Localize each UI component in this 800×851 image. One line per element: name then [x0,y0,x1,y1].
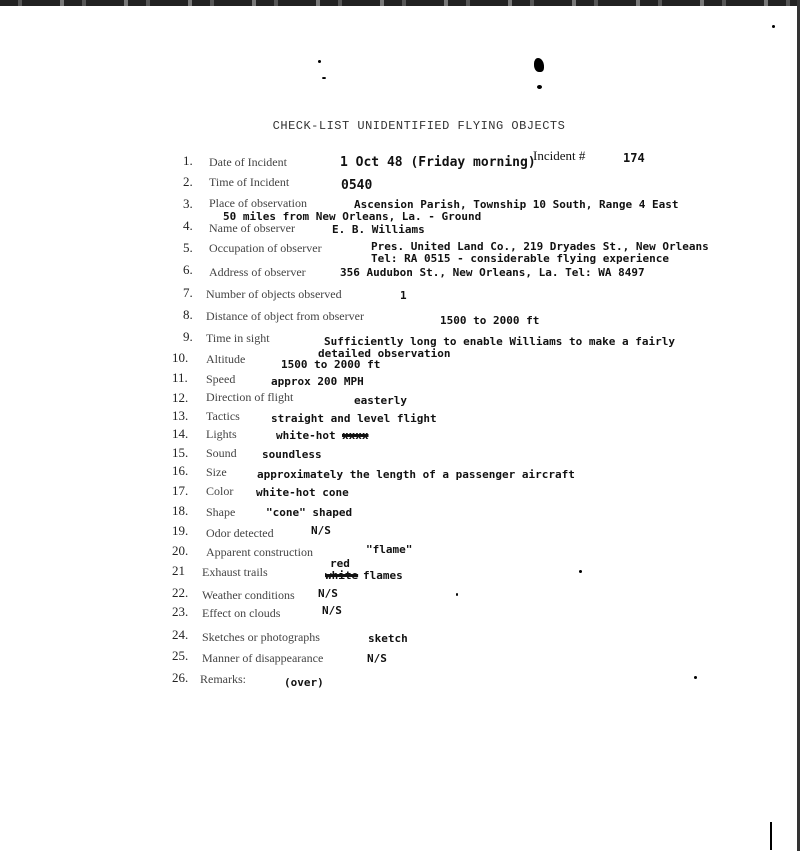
item-number: 26. [172,670,189,685]
item-value: easterly [354,394,407,407]
incident-number: 174 [623,151,645,165]
item-label: Odor detected [206,526,274,540]
item-value: sketch [368,632,408,645]
item-value-line2: detailed observation [318,347,451,360]
incident-label: Incident # [533,148,586,163]
item-value: N/S [311,524,331,537]
item-value: straight and level flight [271,412,437,425]
item-number: 22. [172,585,189,600]
item-number: 8. [183,307,193,322]
item-value: "flame" [366,543,413,556]
item-number: 15. [172,445,189,460]
item-value: soundless [262,448,322,461]
inserted-text: red [330,557,350,570]
item-value: N/S [367,652,387,665]
item-value: (over) [284,676,324,689]
item-number: 23. [172,604,189,619]
item-number: 5. [183,240,193,255]
item-value: 1500 to 2000 ft [281,358,381,371]
item-label: Place of observation [209,196,307,210]
item-number: 12. [172,390,189,405]
form-title: CHECK-LIST UNIDENTIFIED FLYING OBJECTS [272,119,566,133]
item-number: 10. [172,350,189,365]
item-number: 19. [172,523,189,538]
item-number: 3. [183,196,193,211]
item-label: Apparent construction [206,545,313,559]
item-label: Time in sight [206,331,270,345]
item-value: Sufficiently long to enable Williams to make a fairly [324,335,675,348]
item-value: Ascension Parish, Township 10 South, Range 4 East [354,198,679,211]
item-number: 16. [172,463,189,478]
item-value: white-hot cone [256,486,349,499]
item-label: Exhaust trails [202,565,268,579]
struck-text: white [325,569,359,582]
item-label: Manner of disappearance [202,651,324,665]
item-label: Time of Incident [209,175,290,189]
item-value: "cone" shaped [266,506,353,519]
item-label: Direction of flight [206,390,294,404]
struck-text: xxxx [342,429,369,442]
item-label: Altitude [206,352,246,366]
item-label: Distance of object from observer [206,309,364,323]
item-number: 13. [172,408,189,423]
item-value-line2: 50 miles from New Orleans, La. - Ground [223,210,482,223]
item-value: flames [363,569,403,582]
item-label: Sound [206,446,237,460]
item-label: Tactics [206,409,240,423]
scan-top-edge [0,0,800,6]
item-label: Address of observer [209,265,306,279]
item-number: 1. [183,153,193,168]
item-label: Occupation of observer [209,241,322,255]
item-value: Pres. United Land Co., 219 Dryades St., New Orleans [371,240,709,253]
item-label: Name of observer [209,221,295,235]
item-label: Remarks: [200,672,246,686]
item-number: 6. [183,262,193,277]
item-label: Effect on clouds [202,606,281,620]
item-number: 17. [172,483,189,498]
item-number: 9. [183,329,193,344]
item-value: E. B. Williams [332,223,425,236]
item-number: 11. [172,370,188,385]
item-number: 18. [172,503,189,518]
item-value: N/S [318,587,338,600]
item-number: 21 [172,563,185,578]
item-label: Shape [206,505,236,519]
item-number: 7. [183,285,193,300]
item-value: 1500 to 2000 ft [440,314,540,327]
item-value: 1 [400,289,407,302]
item-value: white-hot [276,429,336,442]
item-number: 25. [172,648,189,663]
item-label: Color [206,484,234,498]
item-value: approximately the length of a passenger aircraft [257,468,575,481]
item-number: 2. [183,174,193,189]
item-value: 1 Oct 48 (Friday morning) [340,155,536,170]
item-number: 14. [172,426,189,441]
item-label: Sketches or photographs [202,630,320,644]
item-number: 20. [172,543,189,558]
item-value: approx 200 MPH [271,375,364,388]
item-number: 4. [183,218,193,233]
item-label: Size [206,465,227,479]
item-value-line2: Tel: RA 0515 - considerable flying experience [371,252,670,265]
item-number: 24. [172,627,189,642]
item-label: Date of Incident [209,155,287,169]
item-value: 0540 [341,178,373,193]
item-label: Lights [206,427,237,441]
item-label: Speed [206,372,236,386]
item-value: 356 Audubon St., New Orleans, La. Tel: WA 8497 [340,266,645,279]
item-label: Weather conditions [202,588,295,602]
item-value: N/S [322,604,342,617]
item-label: Number of objects observed [206,287,342,301]
